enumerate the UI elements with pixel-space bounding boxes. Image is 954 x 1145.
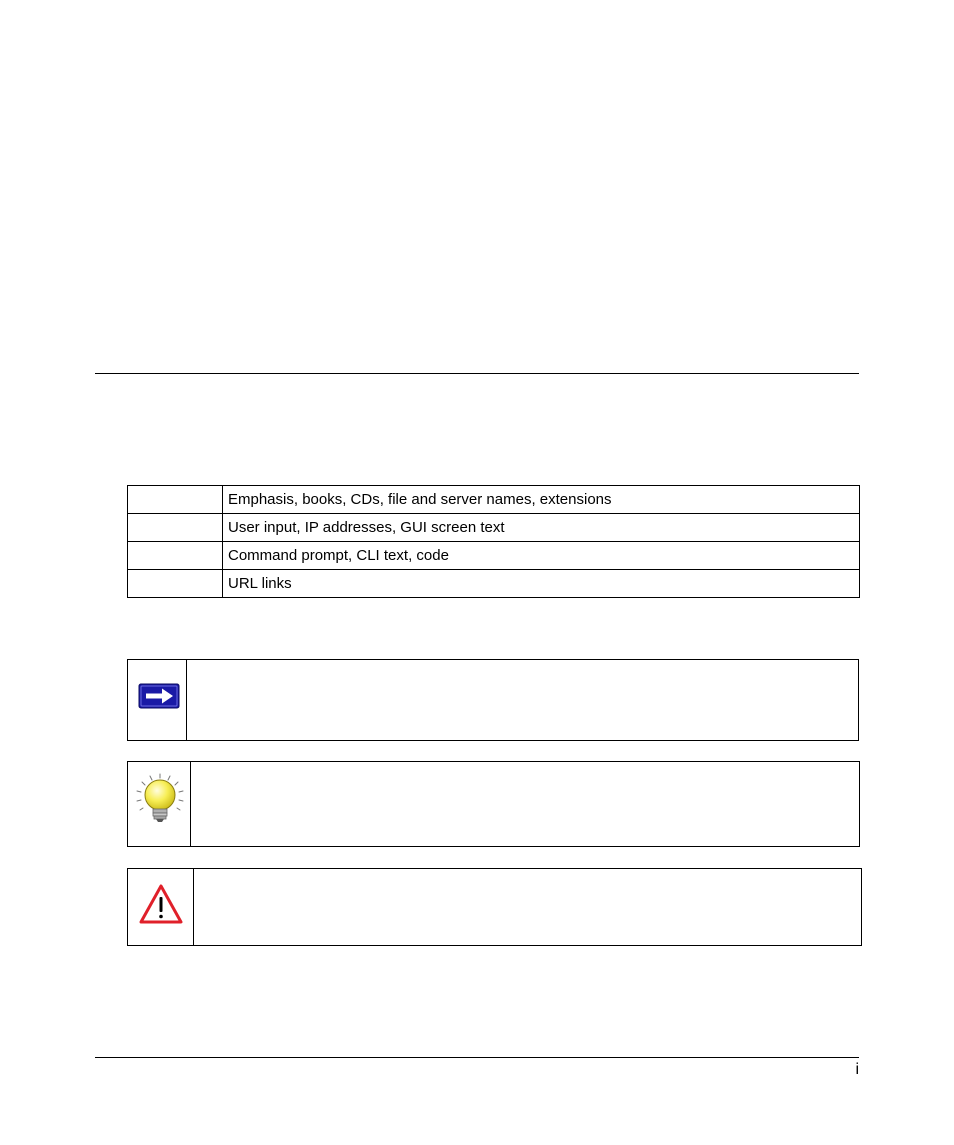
warning-triangle-icon	[138, 883, 184, 925]
warning-icon-cell	[128, 869, 194, 945]
table-row	[128, 570, 860, 598]
tip-icon-cell	[128, 762, 191, 846]
note-box	[127, 659, 859, 741]
style-cell	[128, 542, 223, 570]
note-text	[187, 660, 858, 740]
lightbulb-icon	[134, 772, 186, 830]
arrow-right-icon	[138, 683, 180, 709]
table-row	[128, 514, 860, 542]
style-cell	[128, 486, 223, 514]
typographical-conventions-table	[127, 485, 860, 598]
description-cell: User input, IP addresses, GUI screen text	[223, 514, 860, 542]
page-number: i	[855, 1061, 859, 1078]
style-cell	[128, 514, 223, 542]
warning-text	[194, 869, 861, 945]
table-row	[128, 542, 860, 570]
note-icon-cell	[128, 660, 187, 740]
style-cell	[128, 570, 223, 598]
description-cell: Command prompt, CLI text, code	[223, 542, 860, 570]
footer-divider	[95, 1057, 859, 1058]
table-row	[128, 486, 860, 514]
warning-box	[127, 868, 862, 946]
description-cell: URL links	[223, 570, 860, 598]
header-divider	[95, 373, 859, 374]
description-cell: Emphasis, books, CDs, file and server names, extensions	[223, 486, 860, 514]
tip-text	[191, 762, 859, 846]
tip-box	[127, 761, 860, 847]
